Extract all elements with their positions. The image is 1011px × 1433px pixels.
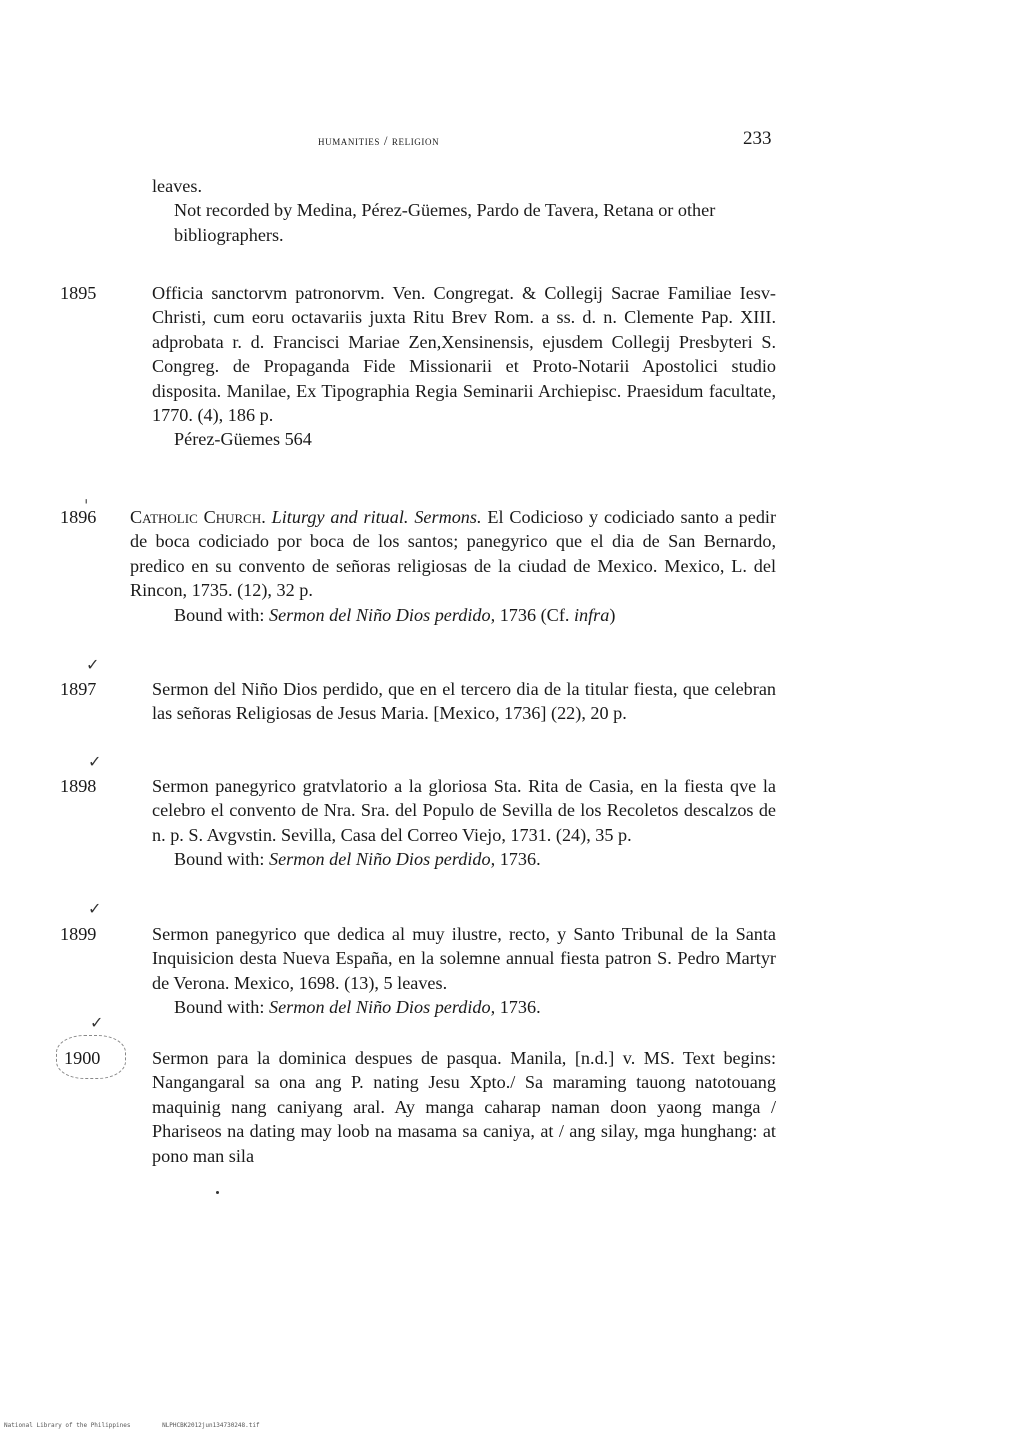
note-title: Sermon del Niño Dios perdido, bbox=[269, 997, 496, 1018]
note-suffix: 1736. bbox=[499, 849, 541, 870]
entry-text-body: El Codicioso y codiciado santo a pedir de boca codiciado por boca de los santos; panegyrico que el dia de San Bernardo, predico en su convento de señoras religiosas de la ciudad de Mexico. Mexico, L. del Rincon, 1735. (12), 32 p. bbox=[130, 507, 777, 601]
entry-number: 1896 bbox=[60, 507, 97, 527]
entry-body bbox=[152, 774, 776, 872]
entry-text: Sermon panegyrico que dedica al muy ilustre, recto, y Santo Tribunal de la Santa Inquisicion desta Nueva España, en la solemne annual fiesta patron S. Pedro Martyr de Verona. Mexico, 1698. (13), 5 leaves. bbox=[152, 924, 776, 993]
entry-heading-italic: Liturgy and ritual. Sermons. bbox=[271, 507, 482, 527]
note-prefix: Bound with: bbox=[174, 849, 265, 870]
scan-footer bbox=[4, 1422, 288, 1429]
note-infra: infra bbox=[573, 604, 610, 625]
note-end: ) bbox=[609, 604, 616, 625]
page-number: 233 bbox=[743, 128, 772, 149]
note-suffix: 1736 (Cf. bbox=[499, 604, 570, 625]
footer-library: National Library of the Philippines bbox=[4, 1422, 131, 1429]
entry-heading: Catholic Church. bbox=[130, 507, 266, 527]
note-prefix: Bound with: bbox=[174, 997, 265, 1018]
pencil-check-icon: ✓ bbox=[90, 1013, 104, 1032]
pencil-check-icon: ✓ bbox=[88, 899, 102, 918]
pencil-check-icon: ✓ bbox=[88, 752, 102, 771]
entry-number: 1899 bbox=[60, 924, 97, 944]
entry-body bbox=[130, 505, 776, 627]
continuation-block bbox=[152, 174, 776, 247]
entry-body bbox=[152, 677, 776, 726]
continuation-note: Not recorded by Medina, Pérez-Güemes, Pardo de Tavera, Retana or other bibliographers. bbox=[174, 200, 716, 245]
entry-text: Sermon del Niño Dios perdido, que en el tercero dia de la titular fiesta, que celebran las señoras Religiosas de Jesus Maria. [Mexico, 1736] (22), 20 p. bbox=[152, 679, 776, 724]
stray-dot-icon bbox=[216, 1191, 219, 1194]
entry-number: 1895 bbox=[60, 283, 97, 303]
footer-filename: NLPHCBK2012jun134730248.tif bbox=[162, 1422, 260, 1429]
continuation-line: leaves. bbox=[152, 176, 202, 196]
entry-text: Sermon para la dominica despues de pasqua. Manila, [n.d.] v. MS. Text begins: Nangangaral sa ona ang P. nating Jesu Xpto./ Sa maraming tauong natotouang maquinig nang caniyang aral. Ay manga caharap naman doon yaong manga / Phariseos na dating may loob na masama sa caniya, at / ang silay, mga hunghang: at pono man sila bbox=[152, 1048, 776, 1166]
entry-number: 1897 bbox=[60, 679, 97, 699]
note-suffix: 1736. bbox=[499, 997, 541, 1018]
entry-number: 1900 bbox=[64, 1048, 101, 1068]
entry-note bbox=[130, 603, 776, 627]
entry-text: Sermon panegyrico gratvlatorio a la gloriosa Sta. Rita de Casia, en la fiesta qve la celebro el convento de Nra. Sra. del Populo de Sevilla de los Recoletos descalzos de n. p. S. Avgvstin. Sevilla, Casa del Correo Viejo, 1731. (24), 35 p. bbox=[152, 776, 776, 845]
running-head: humanities / religion bbox=[318, 133, 440, 148]
note-title: Sermon del Niño Dios perdido, bbox=[269, 849, 496, 870]
entry-note: Pérez-Güemes 564 bbox=[174, 429, 312, 450]
entry-note bbox=[152, 847, 776, 871]
entry-body bbox=[152, 281, 776, 452]
entry-number: 1898 bbox=[60, 776, 97, 796]
note-title: Sermon del Niño Dios perdido, bbox=[269, 604, 496, 625]
entry-note bbox=[152, 995, 776, 1019]
pencil-check-icon: ✓ bbox=[86, 655, 100, 674]
pencil-tick-icon: ˌ bbox=[84, 486, 89, 505]
entry-body bbox=[152, 1046, 776, 1168]
note-prefix: Bound with: bbox=[174, 604, 265, 625]
entry-text bbox=[130, 505, 776, 603]
entry-body bbox=[152, 922, 776, 1020]
entry-text: Officia sanctorvm patronorvm. Ven. Congregat. & Collegij Sacrae Familiae Iesv-Christi, cum eoru octavariis juxta Ritu Brev Rom. a ss. d. n. Clemente Pap. XIII. adprobata r. d. Francisci Mariae Zen,Xensinensis, ejusdem Collegij Presbyteri S. Congreg. de Propaganda Fide Missionarii et Proto-Notarii Apostolici studio disposita. Manilae, Ex Tipographia Regia Seminarii Archiepisc. Praesidum facultate, 1770. (4), 186 p. bbox=[152, 283, 776, 426]
